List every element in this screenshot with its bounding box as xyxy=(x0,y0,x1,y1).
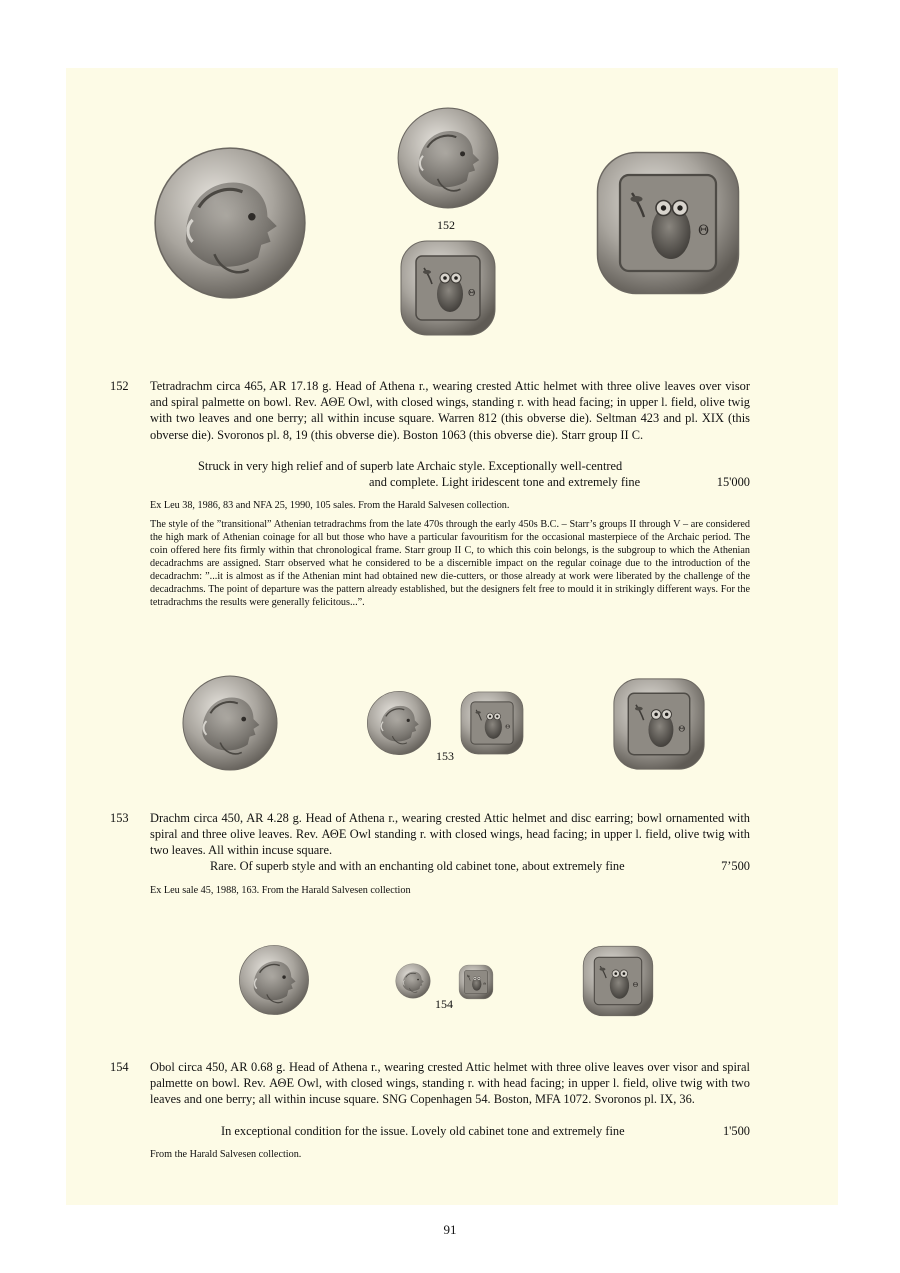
owl-icon xyxy=(459,690,525,756)
athena-head-icon xyxy=(181,674,279,772)
lot-152-grade-line-2: and complete. Light iridescent tone and extremely fine xyxy=(369,475,641,489)
coin-152-reverse-large xyxy=(588,148,748,298)
coin-153-reverse-small xyxy=(459,690,525,756)
coin-154-obverse-small xyxy=(395,962,431,1000)
owl-icon xyxy=(580,944,656,1018)
athena-head-icon xyxy=(238,942,310,1018)
coin-152-obverse-large xyxy=(152,144,308,302)
lot-152-entry xyxy=(110,378,750,443)
page-number: 91 xyxy=(443,1222,457,1237)
lot-number: 152 xyxy=(110,379,129,393)
image-label-152: 152 xyxy=(437,218,455,232)
lot-number: 154 xyxy=(110,1060,129,1074)
coin-154-obverse-large xyxy=(238,942,310,1018)
lot-153-grade-line-1: Rare. Of superb style and with an enchanting old cabinet tone, about extremely fine xyxy=(210,859,625,873)
lot-154-entry xyxy=(110,1059,750,1108)
lot-153-entry xyxy=(110,810,750,859)
coin-154-reverse-small xyxy=(458,964,494,1000)
lot-152-commentary: The style of the ”transitional” Athenian tetradrachms from the late 470s through the early 450s B.C. – Starr’s groups II through V – are considered the high mark of Athenian coinage for all but those who have a particular favouritism for the occasional masterpiece of the Archaic period. The coin offered here fits firmly within that chronological frame. Starr group II C, to which this coin belongs, is the subgroup to which the Athenian decadrachms are assigned. Starr observed what he considered to be a discernible impact on the regular coinage due to the introduction of the decadrachm: ”...it is almost as if the Athenian mint had obtained new die-cutters, or those already at work were liberated by the challenge of the decadrachms. The point of departure was the pattern already established, but the designers felt free to mould it in strikingly different ways. For the tetradrachms the results were generally felicitous...”. xyxy=(150,519,750,608)
coin-153-obverse-large xyxy=(181,674,279,772)
lot-description: Drachm circa 450, AR 4.28 g. Head of Athena r., wearing crested Attic helmet and disc earring; bowl ornamented with spiral and three olive leaves. Rev. ΑΘΕ Owl standing r. with closed wings, head facing; in upper l. field, olive twig with two leaves. All within incuse square. xyxy=(150,811,750,858)
coin-152-reverse-small xyxy=(396,238,500,338)
lot-description: Tetradrachm circa 465, AR 17.18 g. Head of Athena r., wearing crested Attic helmet with three olive leaves over visor and spiral palmette on bowl. Rev. ΑΘΕ Owl, with closed wings, standing r. with head facing; in upper l. field, olive twig with two leaves and one berry; all within incuse square. Warren 812 (this obverse die). Seltman 423 and pl. XIX (this obverse die). Svoronos pl. 8, 19 (this obverse die). Boston 1063 (this obverse die). Starr group II C. xyxy=(150,379,750,442)
athena-head-icon xyxy=(395,962,431,1000)
coin-153-obverse-small xyxy=(366,690,432,756)
lot-153-price: 7’500 xyxy=(721,859,750,873)
athena-head-icon xyxy=(396,106,500,210)
coin-152-obverse-small xyxy=(396,106,500,210)
owl-icon xyxy=(609,676,709,772)
lot-number: 153 xyxy=(110,811,129,825)
owl-icon xyxy=(458,964,494,1000)
image-label-154: 154 xyxy=(435,997,453,1011)
lot-154-price: 1'500 xyxy=(722,1124,750,1138)
lot-154-grade-line-1: In exceptional condition for the issue. Lovely old cabinet tone and extremely fine xyxy=(221,1124,625,1138)
owl-icon xyxy=(396,238,500,338)
athena-head-icon xyxy=(366,690,432,756)
owl-icon xyxy=(588,148,748,298)
athena-head-icon xyxy=(152,144,308,302)
lot-154-provenance: From the Harald Salvesen collection. xyxy=(150,1149,302,1160)
lot-152-provenance: Ex Leu 38, 1986, 83 and NFA 25, 1990, 105 sales. From the Harald Salvesen collection. xyxy=(150,500,510,511)
lot-153-provenance: Ex Leu sale 45, 1988, 163. From the Harald Salvesen collection xyxy=(150,885,411,896)
image-label-153: 153 xyxy=(436,749,454,763)
lot-152-price: 15'000 xyxy=(716,475,750,489)
coin-153-reverse-large xyxy=(609,676,709,772)
lot-description: Obol circa 450, AR 0.68 g. Head of Athena r., wearing crested Attic helmet with three olive leaves over visor and spiral palmette on bowl. Rev. ΑΘΕ Owl, with closed wings, standing r. with head facing; in upper l. field, olive twig with two leaves and one berry; all within incuse square. SNG Copenhagen 54. Boston, MFA 1072. Svoronos pl. IX, 36. xyxy=(150,1060,750,1107)
lot-152-grade-line-1: Struck in very high relief and of superb late Archaic style. Exceptionally well-centred xyxy=(198,459,623,473)
coin-154-reverse-large xyxy=(580,944,656,1018)
